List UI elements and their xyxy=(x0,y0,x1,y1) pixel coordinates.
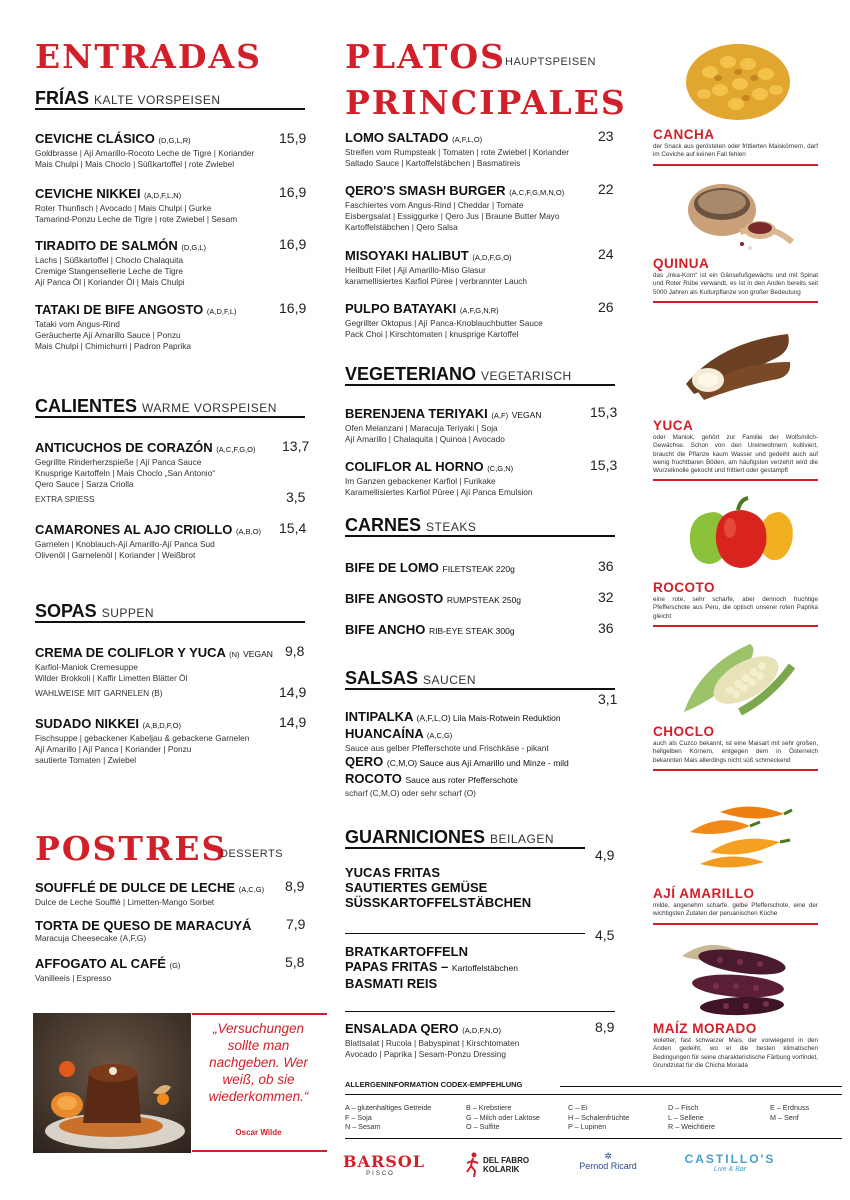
price: 15,9 xyxy=(279,130,307,146)
postres-subtitle: DESSERTS xyxy=(220,848,284,860)
sidebar-cancha: CANCHA der Snack aus gerösteten oder frittierten Maiskörnern, darf im Ceviche auf keinen Fall fehlen xyxy=(653,127,818,166)
menu-item: LOMO SALTADO (A,F,L,O) Streifen vom Rumpsteak | Tomaten | rote Zwiebel | Koriander Saltado Sauce | Kartoffelstäbchen | Basmatireis xyxy=(345,130,569,168)
menu-item: TIRADITO DE SALMÓN (D,G,L) Lachs | Süßkartoffel | Choclo Chalaquita Cremige Stangensellerie Leche de Tigre Ají Panca Öl | Koriander Öl | Mais Chulpi xyxy=(35,238,206,287)
divider xyxy=(345,1094,842,1095)
sidebar-quinua: QUINUA das „Inka-Korn“ ist ein Gänsefußgewächs und mit Spinat und Roter Rübe verwandt, es ist in den Anden bereits seit 5000 Jahren als Kulturpflanze von großer Bedeutung xyxy=(653,256,818,303)
guarniciones-title: GUARNICIONES xyxy=(345,827,486,847)
divider xyxy=(35,621,305,623)
side-group-2 xyxy=(345,944,518,991)
sidebar-rocoto: ROCOTO eine rote, sehr scharfe, aber dennoch fruchtige Pfefferschote aus Peru, die optisch unserer roten Paprika gleicht xyxy=(653,580,818,627)
divider xyxy=(35,108,305,110)
price: 7,9 xyxy=(286,916,306,932)
runner-icon xyxy=(466,1152,480,1178)
allergen-column: A – glutenhaltiges Getreide F – Soja N – Sesam xyxy=(345,1103,432,1131)
divider xyxy=(345,384,615,386)
delfabro-logo: DEL FABRO KOLARIK xyxy=(466,1152,546,1178)
maiz-morado-image xyxy=(680,936,796,1016)
entradas-title: ENTRADAS xyxy=(35,37,262,76)
salsa-list xyxy=(345,709,569,799)
menu-item: TORTA DE QUESO DE MARACUYÁ Maracuja Cheesecake (A,F,G) xyxy=(35,918,252,943)
menu-item: CEVICHE CLÁSICO (D,G,L,R) Goldbrasse | Ají Amarillo-Rocoto Leche de Tigre | Koriander Mais Chulpi | Mais Choclo | Süßkartoffel | rote Zwiebel xyxy=(35,131,255,169)
menu-item: BIFE ANGOSTO RUMPSTEAK 250g xyxy=(345,591,522,606)
quote-author: Oscar Wilde xyxy=(235,1128,282,1137)
menu-item: ENSALADA QERO (A,D,F,N,O) Blattsalat | Rucola | Babyspinat | Kirschtomaten Avocado | Paprika | Sesam-Ponzu Dressing xyxy=(345,1021,520,1059)
allergen-column: B – Krebstiere G – Milch oder Laktose O – Sulfite xyxy=(466,1103,540,1131)
price: 8,9 xyxy=(595,1019,615,1035)
price: 22 xyxy=(598,181,614,197)
price: 16,9 xyxy=(279,184,307,200)
allergen-title: ALLERGENINFORMATION CODEX-EMPFEHLUNG xyxy=(345,1080,523,1089)
sopas-title: SOPAS xyxy=(35,601,97,621)
menu-item: BERENJENA TERIYAKI (A,F) VEGAN Ofen Melanzani | Maracuja Teriyaki | Soja Ají Amarillo | Chalaquita | Quinoa | Avocado xyxy=(345,406,542,444)
guarniciones-heading xyxy=(345,827,554,848)
menu-item: TATAKI DE BIFE ANGOSTO (A,D,F,L) Tataki vom Angus-Rind Geräucherte Ají Amarillo Sauce | Ponzu Mais Chulpi | Chimichurri | Padron Paprika xyxy=(35,302,237,351)
side-item: PAPAS FRITAS – Kartoffelstäbchen xyxy=(345,959,518,974)
frias-heading xyxy=(35,88,221,109)
sidebar-aji-amarillo: AJÍ AMARILLO milde, angenehm scharfe, gelbe Pfefferschote, eine der wichtigsten Zutaten der peruanischen Küche xyxy=(653,886,818,925)
choclo-image xyxy=(680,636,796,718)
calientes-title: CALIENTES xyxy=(35,396,138,416)
price: 8,9 xyxy=(285,878,305,894)
price: 16,9 xyxy=(279,236,307,252)
side-item: SÜSSKARTOFFELSTÄBCHEN xyxy=(345,895,532,910)
divider xyxy=(345,933,585,934)
price: 32 xyxy=(598,589,614,605)
price: 14,9 xyxy=(279,714,307,730)
allergen-column: D – Fisch L – Sellerie R – Weichtiere xyxy=(668,1103,716,1131)
divider xyxy=(35,416,305,418)
menu-item: QERO'S SMASH BURGER (A,C,F,G,M,N,O) Faschiertes vom Angus-Rind | Cheddar | Tomate Eisbergsalat | Essiggurke | Qero Jus | Braune Butter Mayo Kartoffelstäbchen | Qero Salsa xyxy=(345,183,565,232)
side-item: SAUTIERTES GEMÜSE xyxy=(345,880,488,895)
divider xyxy=(345,1011,615,1012)
principales-title: PRINCIPALES xyxy=(345,83,627,122)
salsas-heading xyxy=(345,668,476,689)
menu-item: ANTICUCHOS DE CORAZÓN (A,C,F,G,O) Gegrillte Rinderherzspieße | Ají Panca Sauce Knusprige Kartoffeln | Mais Choclo „San Antonio“ Qero Sauce | Sarza Criolla xyxy=(35,440,256,489)
divider xyxy=(345,535,615,537)
price: 4,5 xyxy=(595,927,615,943)
divider xyxy=(345,688,615,690)
castillos-logo: CASTILLO'S Live & Bar xyxy=(684,1152,776,1173)
divider xyxy=(560,1086,842,1087)
menu-item: CREMA DE COLIFLOR Y YUCA (N) VEGAN Karfiol-Maniok Cremesuppe Wilder Brokkoli | Kaffir Limetten Blätter Öl xyxy=(35,645,273,683)
salsas-title: SALSAS xyxy=(345,668,419,688)
price: 24 xyxy=(598,246,614,262)
menu-item: BIFE DE LOMO FILETSTEAK 220g xyxy=(345,560,515,575)
cancha-corn-image xyxy=(680,32,796,124)
side-item: BRATKARTOFFELN xyxy=(345,944,469,959)
salsa-line: ROCOTO Sauce aus roter Pfefferschote xyxy=(345,771,518,786)
price: 3,1 xyxy=(598,691,618,707)
aji-amarillo-image xyxy=(680,792,796,874)
price: 14,9 xyxy=(279,684,307,700)
divider xyxy=(345,847,585,849)
dessert-photo xyxy=(33,1013,191,1153)
side-group-1 xyxy=(345,865,531,910)
postres-title: POSTRES xyxy=(35,829,228,868)
quote-rule-top xyxy=(192,1013,327,1015)
price: 15,4 xyxy=(279,520,307,536)
sidebar-maiz-morado: MAÍZ MORADO violetter, fast schwarzer Mais, der vorwiegend in den Anden gedeiht, wo er die besten klimatischen Bedingungen für seine charakteristische Färbung vorfindet, Grundzutat für die Chicha Morada xyxy=(653,1021,818,1069)
menu-item: BIFE ANCHO RIB-EYE STEAK 300g xyxy=(345,622,515,637)
platos-title: PLATOS xyxy=(345,37,506,76)
sidebar-yuca: YUCA oder Maniok, gehört zur Familie der Wolfsmilch-Gewächse. Schon von den Ureinwohnern kultiviert, braucht die Pflanze kaum Wasser und gedeiht auch auf wenig fruchtbaren Böden, am häufigsten verzehrt wird die Wurzelknolle gekocht und frittiert oder gestampft xyxy=(653,418,818,481)
price: 5,8 xyxy=(285,954,305,970)
salsa-line: Sauce aus gelber Pfefferschote und Frischkäse - pikant xyxy=(345,743,549,753)
menu-item: MISOYAKI HALIBUT (A,D,F,G,O) Heilbutt Filet | Ají Amarillo-Miso Glasur karamellisiertes Karfiol Püree | verbrannter Lauch xyxy=(345,248,528,286)
carnes-heading xyxy=(345,515,476,536)
price: 13,7 xyxy=(282,438,310,454)
salsa-line: INTIPALKA (A,F,L,O) Lila Mais-Rotwein Reduktion xyxy=(345,709,561,724)
side-item: BASMATI REIS xyxy=(345,976,438,991)
sopas-heading xyxy=(35,601,154,622)
calientes-subtitle: WARME VORSPEISEN xyxy=(142,401,277,415)
extra-spiess-label: EXTRA SPIESS xyxy=(35,494,95,504)
salsa-line: HUANCAÍNA (A,C,G) xyxy=(345,726,453,741)
pernod-star-icon: ✲ xyxy=(604,1151,612,1161)
menu-item: PULPO BATAYAKI (A,F,G,N,R) Gegrillter Oktopus | Ají Panca-Knoblauchbutter Sauce Pack Choi | Kirschtomaten | knusprige Kartoffel xyxy=(345,301,543,339)
menu-item: CAMARONES AL AJO CRIOLLO (A,B,O) Garnelen | Knoblauch-Ají Amarillo-Ají Panca Sud Olivenöl | Garnelenöl | Koriander | Weißbrot xyxy=(35,522,262,560)
side-item: YUCAS FRITAS xyxy=(345,865,441,880)
yuca-image xyxy=(680,322,796,404)
price: 15,3 xyxy=(590,404,618,420)
price: 36 xyxy=(598,620,614,636)
menu-item: AFFOGATO AL CAFÉ (G) Vanilleeis | Espresso xyxy=(35,956,181,983)
sopas-subtitle: SUPPEN xyxy=(101,606,155,620)
quote-text: „Versuchungen sollte man nachgeben. Wer weiß, ob sie wiederkommen.“ xyxy=(208,1021,309,1104)
guarniciones-subtitle: BEILAGEN xyxy=(490,832,555,846)
menu-item: SUDADO NIKKEI (A,B,D,F,O) Fischsuppe | gebackener Kabeljau & gebackene Garnelen Ají Amarillo | Ají Panca | Koriander | Ponzu sautierte Tomaten | Zwiebel xyxy=(35,716,250,765)
divider xyxy=(345,1138,842,1139)
carnes-title: CARNES xyxy=(345,515,422,535)
vegetariano-title: VEGETERIANO xyxy=(345,364,477,384)
frias-subtitle: KALTE VORSPEISEN xyxy=(94,93,221,107)
price: 4,9 xyxy=(595,847,615,863)
quote-rule-bottom xyxy=(192,1150,327,1152)
allergen-column: C – Ei H – Schalenfrüchte P – Lupinen xyxy=(568,1103,630,1131)
menu-item: COLIFLOR AL HORNO (C,G,N) Im Ganzen gebackener Karfiol | Furikake Karamellisiertes Karfiol Püree | Ají Panca Emulsion xyxy=(345,459,533,497)
price: 15,3 xyxy=(590,457,618,473)
price: 16,9 xyxy=(279,300,307,316)
frias-title: FRÍAS xyxy=(35,88,89,108)
quinoa-image xyxy=(680,172,796,254)
vegetariano-heading xyxy=(345,364,572,385)
garnelen-option: WAHLWEISE MIT GARNELEN (B) xyxy=(35,688,163,698)
price: 26 xyxy=(598,299,614,315)
sidebar-choclo: CHOCLO auch als Cuzco bekannt, ist eine Maisart mit sehr großen, hellgelben Körnern, entgegen dem in Österreich bekannten Mais allerdings nicht süß schmeckend xyxy=(653,724,818,771)
barsol-logo: BARSOL PISCO xyxy=(343,1152,425,1177)
vegetariano-subtitle: VEGETARISCH xyxy=(481,369,572,383)
menu-item: SOUFFLÉ DE DULCE DE LECHE (A,C,G) Dulce de Leche Soufflé | Limetten-Mango Sorbet xyxy=(35,880,265,907)
carnes-subtitle: STEAKS xyxy=(426,520,477,534)
menu-item: CEVICHE NIKKEI (A,D,F,L,N) Roter Thunfisch | Avocado | Mais Chulpi | Gurke Tamarind-Ponzu Leche de Tigre | rote Zwiebel | Sesam xyxy=(35,186,238,224)
pernod-logo: ✲ Pernod Ricard xyxy=(568,1152,648,1171)
price: 23 xyxy=(598,128,614,144)
platos-subtitle: HAUPTSPEISEN xyxy=(505,56,596,68)
salsa-line: scharf (C,M,O) oder sehr scharf (O) xyxy=(345,788,476,798)
salsas-subtitle: SAUCEN xyxy=(423,673,477,687)
price: 3,5 xyxy=(286,489,306,505)
price: 36 xyxy=(598,558,614,574)
allergen-column: E – Erdnuss M – Senf xyxy=(770,1103,810,1122)
price: 9,8 xyxy=(285,643,305,659)
rocoto-image xyxy=(680,494,796,572)
salsa-line: QERO (C,M,O) Sauce aus Ají Amarillo und Minze - mild xyxy=(345,754,569,769)
calientes-heading xyxy=(35,396,277,417)
